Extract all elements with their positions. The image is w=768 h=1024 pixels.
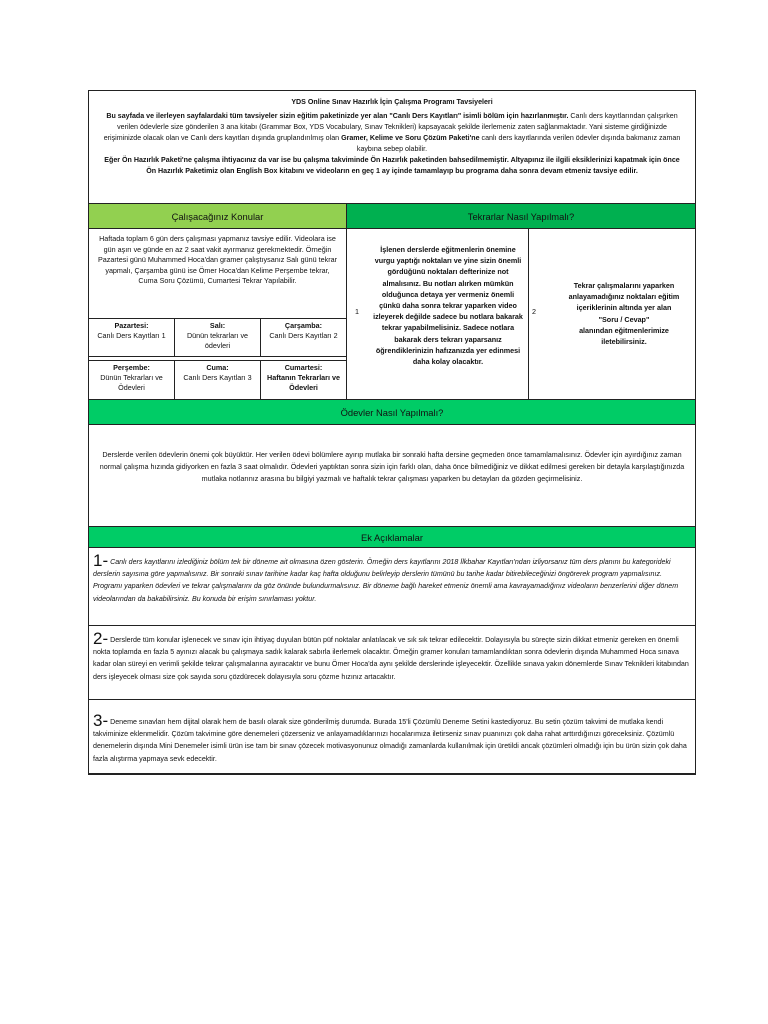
note-2: 2- Derslerde tüm konular işlenecek ve sınav için ihtiyaç duyulan bütün püf noktalar anlatılacak ve sık sık tekrar edilecektir. Dolayısıyla bu süreçte sizin dikkat etmeniz gereken en önemli nokta toplamda en fazla 5 ayınızı alacak bu çalışmaya sadık kalarak sabırla ilerlemek olacaktır. Örneğin gramer konuları tamamlandıktan sonra ödevlerin dışında Muhammed Hoca sınava kadar olan süreyi en verimli şekilde tekrar çalışmalarına ayıracaktır ve bunu Ömer Hoca'da aynı şekilde derslerinde işleyecektir. Özellikle sınava yakın dönemlerde Sınav Teknikleri kitabından ders işleyecek olması size çok sayıda soru çözdürecek dolayısıyla soru çözme hızınız artacaktır. [88, 625, 696, 700]
day-tuesday: Salı: Dünün tekrarları ve ödevleri [174, 318, 261, 357]
revision-cell-1 [346, 228, 529, 400]
revision-number-1: 1 [355, 307, 359, 316]
day-monday: Pazartesi: Canlı Ders Kayıtları 1 [88, 318, 175, 357]
intro-paragraph-2: Eğer Ön Hazırlık Paketi'ne çalışma ihtiyacınız da var ise bu çalışma takviminde Ön Hazırlık paketinden bahsedilmemiştir. Altyapınız ile ilgili eksiklerinizi kapatmak için önce Ön Hazırlık Paketimiz olan English Box kitabını ve videoların en geç 1 ay içinde tamamlayıp bu programa daha sonra devam etmeniz tavsiye edilir. [104, 156, 680, 175]
revision-text-1: İşlenen derslerde eğitmenlerin önemine vurgu yaptığı noktaları ve yine sizin önemli gördüğünü noktaları defterinize not almalısınız. Bu notları alırken mümkün olduğunca detaya yer vermeniz önemli çünkü daha sonra tekrar yaparken video izleyerek değilde sadece bu notlara bakarak tekrar yapabilmelisiniz. Sadece notlara bakarak ders tekrarı yaparsanız öğrendiklerinizin hafızanızda yer edinmesi daha kolay olacaktır. [373, 245, 523, 367]
intro-section [89, 91, 695, 203]
page-title: YDS Online Sınav Hazırlık İçin Çalışma Programı Tavsiyeleri [291, 98, 493, 106]
revision-text-2: Tekrar çalışmalarını yaparken anlayamadığınız noktaları eğitim içeriklerinin altında yer alan "Soru / Cevap" alanından eğitmenlerimize iletebilirsiniz. [568, 281, 680, 347]
day-friday: Cuma: Canlı Ders Kayıtları 3 [174, 360, 261, 400]
day-saturday: Cumartesi: Haftanın Tekrarları ve Ödevleri [260, 360, 347, 400]
note-1: 1- Canlı ders kayıtlarını izlediğiniz bölüm tek bir döneme ait olmasına özen gösterin. Örneğin ders kayıtlarını 2018 İlkbahar Kayıtları'ndan izliyorsanız tüm ders planını bu kategorideki derslerin sayısına göre yapmalısınız. Bir sonraki sınav tarihine kadar kaç hafta olduğunu belirleyip derslerin tümünü bu tarihe kadar bitirebileceğinizi öngörerek program yapmalısınız. Programı yaparken ödevleri ve tekrar çalışmalarını da göz önünde bulundurmalısınız. Bir döneme bağlı hareket etmeniz önemli ama kavrayamadığınız videoların benzerlerini diğer dönem videolarından da bakabilirsiniz. Bu konuda bir erişim sınırlaması yoktur. [88, 547, 696, 626]
intro-paragraph-1: Bu sayfada ve ilerleyen sayfalardaki tüm tavsiyeler sizin eğitim paketinizde yer alan "Canlı Ders Kayıtları" isimli bölüm için hazırlanmıştır. Canlı ders kayıtlarından çalışırken verilen ödevlerle size gönderilen 3 ana kitabı (Grammar Box, YDS Vocabulary, Sınav Teknikleri) kapsayacak şekilde ilerlemeniz zaten sağlanmaktadır. Yani sisteme girdiğinizde erişiminizde olacak olan ve Canlı ders kayıtları dışında gruplandırılmış olan Gramer, Kelime ve Soru Çözüm Paketi'ne canlı ders kayıtlarında verilen ödevler dışında bakmanız zaman kaybına sebep olabilir. [103, 112, 681, 153]
homework-header: Ödevler Nasıl Yapılmalı? [88, 399, 696, 425]
homework-text: Derslerde verilen ödevlerin önemi çok büyüktür. Her verilen ödevi bölümlere ayırıp mutlaka bir sonraki hafta dersine geçmeden önce tamamlamalısınız. Ödevler için ayırdığınız zaman normal çalışma hızında gidiyorken en fazla 3 saat olmalıdır. Ödevleri yaptıktan sonra sizin için farklı olan, daha önce bilmediğiniz ve dikkat edilmesi gereken bir detayla karşılaştığınızda mutlaka notlarınız arasına bu bilgiyi yazmalı ve haftalık tekrar çalışması yaparken bu detayları da gözden geçirmelisiniz. [99, 450, 685, 483]
extra-header: Ek Açıklamalar [88, 526, 696, 548]
note-3: 3- Deneme sınavları hem dijital olarak hem de basılı olarak size gönderilmiş durumda. Burada 15'li Çözümlü Deneme Setini kastediyoruz. Bu setin çözüm takvimi de mutlaka kendi takviminize eklenmelidir. Çözüm takvimine göre denemeleri çözerseniz ve anlayamadıklarınızı hocalarımıza iletirseniz sınav puanınızı çok daha rahat arttırdığınızı göreceksiniz. Çözümlü denemelerin dışında Mini Denemeler isimli ürün ise tam bir sınav çözecek motivasyonunuz olmadığı zamanlarda kullanılmak için üretildi ancak çözümleri olmadığı için bu ürün sizin çok daha fazla alıştırma yapmaya sevk edecektir. [88, 699, 696, 775]
day-wednesday: Çarşamba: Canlı Ders Kayıtları 2 [260, 318, 347, 357]
day-thursday: Perşembe: Dünün Tekrarları ve Ödevleri [88, 360, 175, 400]
topics-header: Çalışacağınız Konular [88, 203, 347, 229]
topics-text: Haftada toplam 6 gün ders çalışması yapmanız tavsiye edilir. Videolara ise gün aşırı ve günde en az 2 saat vakit ayırmanız gerekmektedir. Örneğin Pazartesi günü Muhammed Hoca'dan gramer çalıştıysanız Salı günü tekrar yapmalı, Çarşamba günü ise Ömer Hoca'dan Kelime Perşembe tekrar, Cuma Soru Çözümü, Cumartesi Tekrar Yapılabilir. [88, 228, 347, 319]
study-plan-sheet [88, 90, 696, 774]
revision-header: Tekrarlar Nasıl Yapılmalı? [346, 203, 696, 229]
revision-cell-2 [528, 228, 696, 400]
revision-number-2: 2 [532, 307, 536, 316]
